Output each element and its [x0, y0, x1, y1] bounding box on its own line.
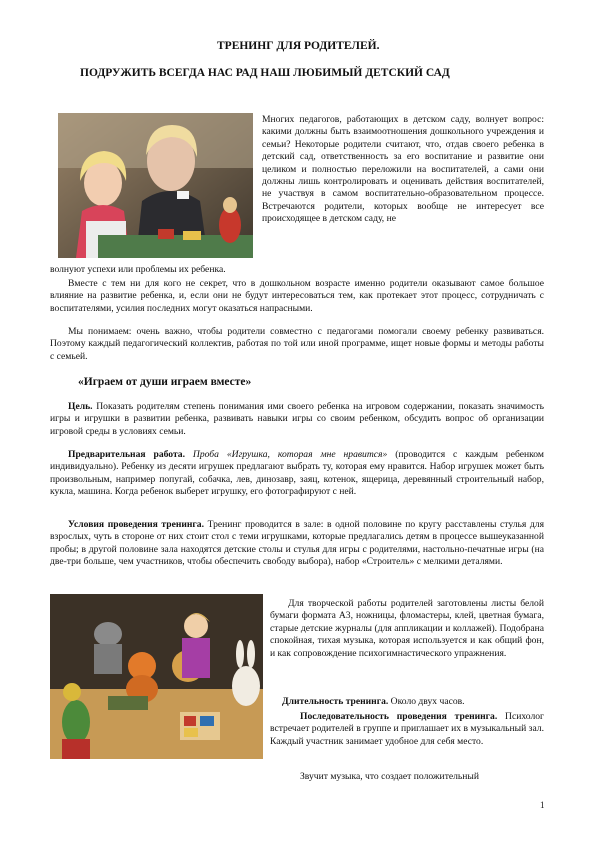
sequence-paragraph — [270, 711, 544, 748]
intro-paragraph: Многих педагогов, работающих в детском саду, волнует вопрос: какими должны быть взаимоотношения дошкольного учреждения и семьи? Некоторые родители считают, что, отдав своего ребенка в детский сад, ответственность за его воспитание и развитие они целиком и полностью переложили на воспитателей, а сами они должны лишь контролировать и оценивать действия воспитателей, не участвуя в самом воспитательно-образовательном процессе. Встречаются родители, которых вообще не интересует все происходящее в детском саду, не — [262, 114, 544, 225]
sequence-text: Психолог встречает родителей в группе и приглашает их в музыкальный зал. Каждый участник занимает удобное для себя место. — [270, 711, 544, 747]
prep-label: Предварительная работа. — [68, 449, 185, 460]
page-number: 1 — [540, 800, 545, 810]
intro-tail: волнуют успехи или проблемы их ребенка. — [50, 264, 226, 275]
paragraph-cooperation: Мы понимаем: очень важно, чтобы родители совместно с педагогами помогали своему ребенку развиваться. Поэтому каждый педагогический коллектив, работая по той или иной программе, ищет новые формы и методы работы с семьей. — [50, 326, 544, 362]
paragraph-parents-influence: Вместе с тем ни для кого не секрет, что в дошкольном возрасте именно родители оказывают самое большое влияние на развитие ребенка, и, если они не будут интересоваться тем, как протекает этот процесс, сотрудничать с воспитателями, усилия последних могут оказаться напрасными. — [50, 278, 544, 314]
conditions-paragraph — [50, 519, 544, 569]
duration-paragraph — [282, 696, 544, 708]
sequence-label: Последовательность проведения тренинга. — [300, 711, 498, 722]
page-title: ТРЕНИНГ ДЛЯ РОДИТЕЛЕЙ. — [217, 40, 380, 52]
section-title: «Играем от души играем вместе» — [78, 376, 252, 388]
prep-text: (проводится с каждым ребенком индивидуально). Ребенку из десяти игрушек предлагают выбрать ту, которая ему нравится. Набор игрушек может быть произвольным, например попугай, собачка, лев, динозавр, заяц, котенок, ящерица, деревянный строительный набор, кукла, машина. Когда ребенок выберет игрушку, его фотографируют с ней. — [50, 449, 544, 498]
photo-toys — [50, 594, 263, 759]
goal-label: Цель. — [68, 401, 93, 412]
page-subtitle: ПОДРУЖИТЬ ВСЕГДА НАС РАД НАШ ЛЮБИМЫЙ ДЕТСКИЙ САД — [80, 67, 450, 79]
goal-text: Показать родителям степень понимания ими своего ребенка на игровом содержании, показать значимость игры и игрушки в развитии ребенка, развивать навыки игры со своим ребенком, обсудить вопрос об организации игровой среды в условиях семьи. — [50, 401, 544, 437]
cond-text: Тренинг проводится в зале: в одной половине по кругу расставлены стулья для взрослых, чуть в стороне от них стоит стол с теми игрушками, которые предлагались детям в процессе вышеуказанной пробы; в другой половине зала находятся детские столы и стулья для игры с родителями, настольно-печатные игры (на две-три больше, чем участников, чтобы обеспечить свободу выбора), набор «Строитель» с мелкими деталями. — [50, 519, 544, 568]
duration-label: Длительность тренинга. — [282, 696, 389, 707]
goal-paragraph — [50, 401, 544, 438]
prep-italic: Проба «Игрушка, которая мне нравится» — [192, 449, 388, 460]
materials-paragraph: Для творческой работы родителей заготовлены листы белой бумаги формата А3, ножницы, фломастеры, клей, цветная бумага, старые детские журналы (для аппликации и коллажей). Подобрана спокойная, тихая музыка, которая используется и как общий фон, и как сопровождение психогимнастического упражнения. — [270, 598, 544, 659]
duration-text: Около двух часов. — [390, 696, 465, 707]
music-paragraph: Звучит музыка, что создает положительный — [300, 771, 480, 782]
cond-label: Условия проведения тренинга. — [68, 519, 204, 530]
photo-mother-child — [58, 113, 253, 258]
preliminary-work-paragraph — [50, 449, 544, 499]
